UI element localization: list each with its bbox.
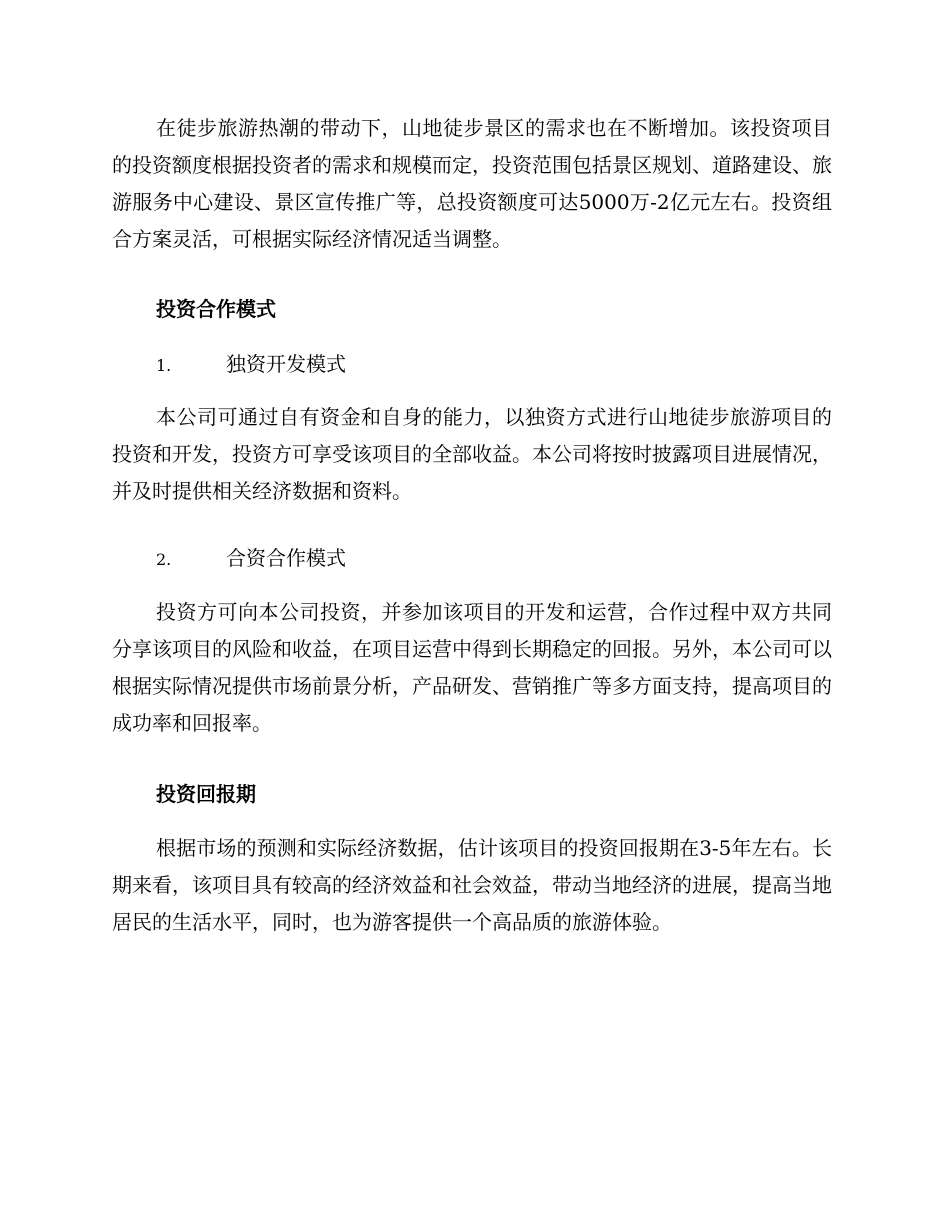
list-item-joint-venture <box>156 544 346 574</box>
list-number: 2. <box>156 550 172 569</box>
list-number: 1. <box>156 356 172 375</box>
list-item-title: 独资开发模式 <box>226 352 346 376</box>
list-item-title: 合资合作模式 <box>226 546 346 570</box>
return-paragraph: 根据市场的预测和实际经济数据，估计该项目的投资回报期在3-5年左右。长期来看，该项目具有较高的经济效益和社会效益，带动当地经济的进展，提高当地居民的生活水平，同时，也为游客提供一个高品质的旅游体验。 <box>112 836 832 934</box>
joint-venture-paragraph: 投资方可向本公司投资，并参加该项目的开发和运营，合作过程中双方共同分享该项目的风险和收益，在项目运营中得到长期稳定的回报。另外，本公司可以根据实际情况提供市场前景分析，产品研发、营销推广等多方面支持，提高项目的成功率和回报率。 <box>112 600 832 735</box>
list-item-sole-venture <box>156 350 346 380</box>
intro-paragraph: 在徒步旅游热潮的带动下，山地徒步景区的需求也在不断增加。该投资项目的投资额度根据投资者的需求和规模而定，投资范围包括景区规划、道路建设、旅游服务中心建设、景区宣传推广等，总投资额度可达5000万-2亿元左右。投资组合方案灵活，可根据实际经济情况适当调整。 <box>112 116 832 251</box>
sole-venture-paragraph: 本公司可通过自有资金和自身的能力，以独资方式进行山地徒步旅游项目的投资和开发，投资方可享受该项目的全部收益。本公司将按时披露项目进展情况，并及时提供相关经济数据和资料。 <box>112 405 832 503</box>
section-heading-cooperation: 投资合作模式 <box>156 297 276 321</box>
section-heading-return: 投资回报期 <box>156 782 256 806</box>
